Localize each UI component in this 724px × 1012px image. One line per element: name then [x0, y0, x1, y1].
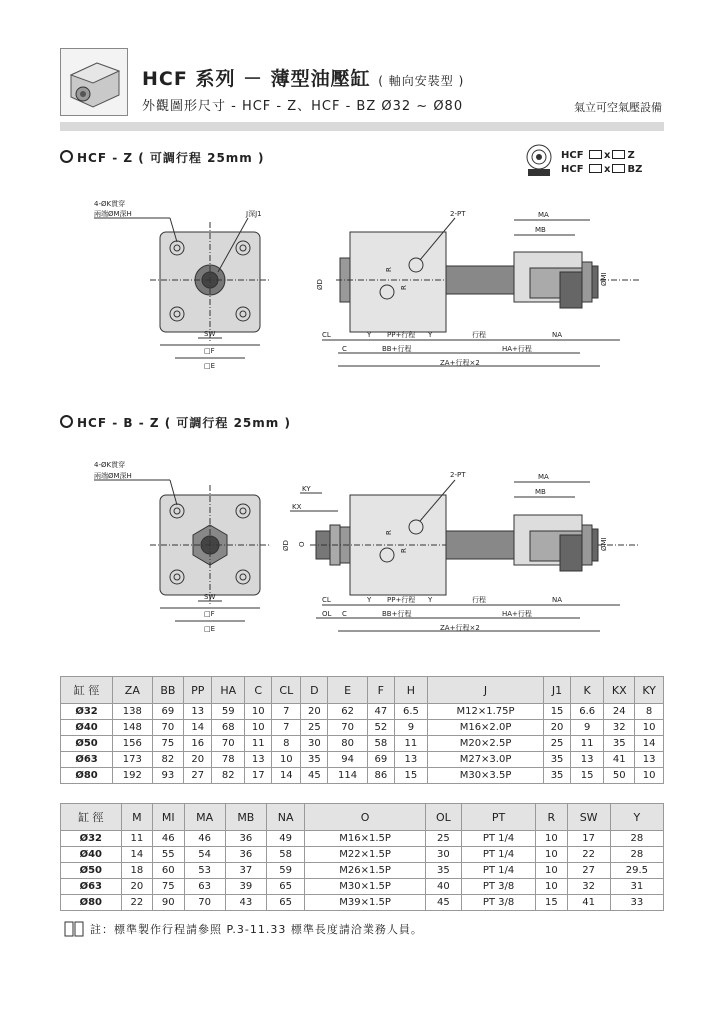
svg-text:C: C	[342, 345, 347, 353]
column-header: ZA	[113, 677, 152, 704]
svg-text:Y: Y	[428, 596, 433, 604]
table-cell: 93	[152, 768, 184, 784]
column-header: MA	[184, 804, 225, 831]
table-cell: 22	[567, 847, 610, 863]
table-cell: 27	[567, 863, 610, 879]
table-row	[61, 704, 664, 720]
svg-text:ØMI: ØMI	[600, 537, 608, 551]
svg-text:兩端ØM深H: 兩端ØM深H	[94, 210, 132, 218]
table-cell: PT 3/8	[461, 895, 535, 911]
table-cell: 47	[367, 704, 394, 720]
column-header: PT	[461, 804, 535, 831]
table-cell: 70	[212, 736, 245, 752]
table-cell: 33	[610, 895, 663, 911]
svg-text:ZA+行程×2: ZA+行程×2	[440, 624, 480, 632]
table-cell: 53	[184, 863, 225, 879]
section-title-hcf-b-z: HCF - B - Z ( 可調行程 25mm )	[60, 414, 291, 431]
table-cell: 7	[272, 704, 301, 720]
page-subtitle: 外觀圖形尺寸 - HCF - Z、HCF - BZ Ø32 ~ Ø80	[142, 99, 464, 114]
table-cell: 138	[113, 704, 152, 720]
svg-text:J深J1: J深J1	[246, 210, 262, 218]
svg-text:HA+行程: HA+行程	[502, 345, 532, 353]
table-cell: 17	[567, 831, 610, 847]
cylinder-symbol-icon	[523, 142, 555, 178]
table-cell: 18	[121, 863, 152, 879]
column-header: H	[394, 677, 427, 704]
table-row	[61, 736, 664, 752]
front-view	[94, 199, 270, 370]
table-cell: M30×1.5P	[305, 879, 426, 895]
svg-text:BB+行程: BB+行程	[382, 610, 412, 618]
table-cell: Ø63	[61, 752, 113, 768]
table-cell: M22×1.5P	[305, 847, 426, 863]
table-cell: Ø40	[61, 847, 122, 863]
table-cell: 9	[394, 720, 427, 736]
table-cell: M20×2.5P	[428, 736, 544, 752]
table-cell: 70	[184, 895, 225, 911]
column-header: KX	[604, 677, 635, 704]
column-header: D	[301, 677, 328, 704]
table-cell: 35	[544, 768, 571, 784]
table-cell: Ø32	[61, 831, 122, 847]
table-cell: 75	[152, 736, 184, 752]
column-header: J1	[544, 677, 571, 704]
svg-text:MB: MB	[535, 488, 546, 496]
table-cell: 45	[425, 895, 461, 911]
table-cell: 58	[266, 847, 304, 863]
table-row	[61, 752, 664, 768]
table-cell: 20	[121, 879, 152, 895]
table-cell: 94	[328, 752, 367, 768]
svg-text:2-PT: 2-PT	[450, 210, 466, 218]
column-header: MI	[153, 804, 184, 831]
table-cell: 49	[266, 831, 304, 847]
table-cell: Ø32	[61, 704, 113, 720]
table-cell: 35	[604, 736, 635, 752]
svg-text:兩端ØM深H: 兩端ØM深H	[94, 472, 132, 480]
table-cell: 8	[272, 736, 301, 752]
table-cell: 39	[225, 879, 266, 895]
table-row	[61, 847, 664, 863]
table-cell: 173	[113, 752, 152, 768]
svg-text:□E: □E	[204, 362, 216, 370]
table-cell: M30×3.5P	[428, 768, 544, 784]
column-header: MB	[225, 804, 266, 831]
svg-text:□F: □F	[204, 610, 215, 618]
table-cell: 68	[212, 720, 245, 736]
column-header: R	[536, 804, 567, 831]
svg-text:Y: Y	[428, 331, 433, 339]
column-header: J	[428, 677, 544, 704]
column-header: KY	[635, 677, 664, 704]
product-photo	[60, 48, 128, 116]
table-cell: 55	[153, 847, 184, 863]
table-cell: 20	[544, 720, 571, 736]
table-cell: 10	[272, 752, 301, 768]
column-header: SW	[567, 804, 610, 831]
table-cell: 15	[536, 895, 567, 911]
table-cell: 46	[153, 831, 184, 847]
table-cell: 28	[610, 847, 663, 863]
svg-text:ØD: ØD	[282, 540, 290, 551]
section-title-hcf-z: HCF - Z ( 可調行程 25mm )	[60, 149, 264, 166]
table-cell: 25	[425, 831, 461, 847]
table-cell: Ø80	[61, 895, 122, 911]
table-cell: 32	[604, 720, 635, 736]
table-cell: PT 1/4	[461, 831, 535, 847]
table-cell: 46	[184, 831, 225, 847]
svg-text:□E: □E	[204, 625, 216, 633]
table-cell: PT 1/4	[461, 863, 535, 879]
svg-text:MA: MA	[538, 211, 549, 219]
table-cell: 41	[567, 895, 610, 911]
svg-text:PP+行程: PP+行程	[387, 331, 416, 339]
table-cell: Ø63	[61, 879, 122, 895]
table-cell: 62	[328, 704, 367, 720]
svg-text:R: R	[385, 530, 393, 535]
svg-text:Y: Y	[367, 331, 372, 339]
table-cell: 14	[184, 720, 212, 736]
table-cell: 30	[425, 847, 461, 863]
column-header: F	[367, 677, 394, 704]
table-row	[61, 895, 664, 911]
svg-text:CL: CL	[322, 331, 331, 339]
table-cell: 25	[544, 736, 571, 752]
table-cell: 70	[152, 720, 184, 736]
table-cell: 14	[121, 847, 152, 863]
svg-text:4-ØK貫穿: 4-ØK貫穿	[94, 200, 126, 208]
svg-text:行程: 行程	[472, 596, 486, 604]
svg-text:BB+行程: BB+行程	[382, 345, 412, 353]
table-cell: 52	[367, 720, 394, 736]
table-header-row	[61, 677, 664, 704]
svg-text:CL: CL	[322, 596, 331, 604]
table-cell: 156	[113, 736, 152, 752]
column-header: CL	[272, 677, 301, 704]
table-cell: 13	[394, 752, 427, 768]
table-cell: PT 1/4	[461, 847, 535, 863]
table-cell: 59	[212, 704, 245, 720]
column-header: OL	[425, 804, 461, 831]
table-row	[61, 831, 664, 847]
table-cell: 29.5	[610, 863, 663, 879]
table-cell: 13	[245, 752, 272, 768]
table-cell: 35	[301, 752, 328, 768]
svg-text:R: R	[385, 267, 393, 272]
svg-text:SW: SW	[204, 330, 216, 338]
table-cell: 7	[272, 720, 301, 736]
drawing-hcf-b-z	[60, 455, 664, 645]
table-cell: 28	[610, 831, 663, 847]
table-cell: 90	[153, 895, 184, 911]
table-cell: 11	[394, 736, 427, 752]
svg-text:行程: 行程	[472, 331, 486, 339]
table-cell: Ø50	[61, 736, 113, 752]
table-cell: 41	[604, 752, 635, 768]
side-view	[316, 210, 640, 367]
svg-text:ZA+行程×2: ZA+行程×2	[440, 359, 480, 367]
table-cell: Ø50	[61, 863, 122, 879]
svg-text:SW: SW	[204, 593, 216, 601]
table-cell: 25	[301, 720, 328, 736]
table-cell: 35	[544, 752, 571, 768]
table-row	[61, 720, 664, 736]
table-cell: 31	[610, 879, 663, 895]
table-cell: 114	[328, 768, 367, 784]
table-cell: M39×1.5P	[305, 895, 426, 911]
drawing-hcf-z	[60, 190, 664, 390]
table-row	[61, 879, 664, 895]
svg-text:MB: MB	[535, 226, 546, 234]
table-cell: 43	[225, 895, 266, 911]
dimension-table-2	[60, 803, 664, 911]
table-cell: 148	[113, 720, 152, 736]
svg-text:MA: MA	[538, 473, 549, 481]
svg-text:ØMI: ØMI	[600, 272, 608, 286]
table-cell: 11	[245, 736, 272, 752]
column-header: M	[121, 804, 152, 831]
table-cell: 27	[184, 768, 212, 784]
table-cell: 17	[245, 768, 272, 784]
table-cell: 69	[152, 704, 184, 720]
table-cell: M16×2.0P	[428, 720, 544, 736]
model-code-legend: HCF x Z HCF x BZ	[523, 142, 663, 182]
table-cell: 15	[394, 768, 427, 784]
table-row	[61, 863, 664, 879]
dimension-table-1	[60, 676, 664, 784]
table-cell: 86	[367, 768, 394, 784]
table-cell: 58	[367, 736, 394, 752]
table-cell: 6.5	[394, 704, 427, 720]
table-cell: 14	[272, 768, 301, 784]
svg-text:R: R	[400, 285, 408, 290]
svg-text:PP+行程: PP+行程	[387, 596, 416, 604]
table-cell: 15	[544, 704, 571, 720]
svg-text:NA: NA	[552, 331, 563, 339]
table-cell: 65	[266, 879, 304, 895]
table-cell: 16	[184, 736, 212, 752]
table-cell: 36	[225, 831, 266, 847]
table-cell: 10	[536, 863, 567, 879]
bullet-icon	[60, 150, 73, 163]
table-cell: 35	[425, 863, 461, 879]
svg-text:□F: □F	[204, 347, 215, 355]
company-name: 氣立可空氣壓設備	[574, 101, 662, 114]
table-cell: 36	[225, 847, 266, 863]
column-header: NA	[266, 804, 304, 831]
table-cell: PT 3/8	[461, 879, 535, 895]
table-cell: M16×1.5P	[305, 831, 426, 847]
table-cell: 30	[301, 736, 328, 752]
svg-text:2-PT: 2-PT	[450, 471, 466, 479]
column-header: HA	[212, 677, 245, 704]
table-cell: Ø80	[61, 768, 113, 784]
svg-text:KX: KX	[292, 503, 302, 511]
table-cell: 10	[245, 720, 272, 736]
column-header: C	[245, 677, 272, 704]
svg-text:C: C	[342, 610, 347, 618]
table-cell: 9	[571, 720, 604, 736]
table-cell: 80	[328, 736, 367, 752]
table-cell: 15	[571, 768, 604, 784]
column-header: O	[305, 804, 426, 831]
table-cell: 20	[184, 752, 212, 768]
table-cell: Ø40	[61, 720, 113, 736]
svg-text:KY: KY	[302, 485, 311, 493]
table-cell: 10	[536, 831, 567, 847]
table-cell: 22	[121, 895, 152, 911]
table-cell: 60	[153, 863, 184, 879]
table-cell: 8	[635, 704, 664, 720]
table-cell: 82	[152, 752, 184, 768]
table-cell: 10	[536, 879, 567, 895]
column-header: BB	[152, 677, 184, 704]
table-cell: 45	[301, 768, 328, 784]
table-cell: 10	[245, 704, 272, 720]
bullet-icon	[60, 415, 73, 428]
table-cell: 82	[212, 768, 245, 784]
book-icon	[64, 921, 84, 937]
table-cell: 54	[184, 847, 225, 863]
table-cell: 78	[212, 752, 245, 768]
table-cell: 37	[225, 863, 266, 879]
table-cell: 50	[604, 768, 635, 784]
page-title: HCF 系列 － 薄型油壓缸 ( 軸向安裝型 )	[142, 68, 465, 90]
table-cell: 10	[536, 847, 567, 863]
table-cell: 20	[301, 704, 328, 720]
svg-text:Y: Y	[367, 596, 372, 604]
table-cell: 13	[635, 752, 664, 768]
table-cell: 75	[153, 879, 184, 895]
table-cell: M12×1.75P	[428, 704, 544, 720]
table-cell: 59	[266, 863, 304, 879]
column-header: Y	[610, 804, 663, 831]
front-view-b	[94, 460, 270, 633]
column-header: PP	[184, 677, 212, 704]
table-cell: 10	[635, 768, 664, 784]
column-header: 缸 徑	[61, 804, 122, 831]
column-header: K	[571, 677, 604, 704]
svg-text:R: R	[400, 548, 408, 553]
column-header: 缸 徑	[61, 677, 113, 704]
table-cell: 70	[328, 720, 367, 736]
table-cell: 40	[425, 879, 461, 895]
svg-text:OL: OL	[322, 610, 332, 618]
header-divider	[60, 122, 664, 131]
side-view-b	[282, 471, 640, 632]
table-cell: M27×3.0P	[428, 752, 544, 768]
table-cell: 192	[113, 768, 152, 784]
table-cell: M26×1.5P	[305, 863, 426, 879]
table-row	[61, 768, 664, 784]
table-cell: 6.6	[571, 704, 604, 720]
table-cell: 10	[635, 720, 664, 736]
table-cell: 14	[635, 736, 664, 752]
table-cell: 13	[571, 752, 604, 768]
svg-text:NA: NA	[552, 596, 563, 604]
svg-text:4-ØK貫穿: 4-ØK貫穿	[94, 461, 126, 469]
footnote: 註：標準製作行程請參照 P.3-11.33 標準長度請洽業務人員。	[64, 921, 423, 937]
svg-text:O: O	[298, 541, 306, 547]
svg-text:HA+行程: HA+行程	[502, 610, 532, 618]
column-header: E	[328, 677, 367, 704]
table-cell: 13	[184, 704, 212, 720]
table-cell: 65	[266, 895, 304, 911]
table-cell: 24	[604, 704, 635, 720]
table-cell: 11	[571, 736, 604, 752]
table-cell: 32	[567, 879, 610, 895]
table-cell: 69	[367, 752, 394, 768]
table-cell: 63	[184, 879, 225, 895]
table-cell: 11	[121, 831, 152, 847]
svg-text:ØD: ØD	[316, 279, 324, 290]
table-header-row	[61, 804, 664, 831]
